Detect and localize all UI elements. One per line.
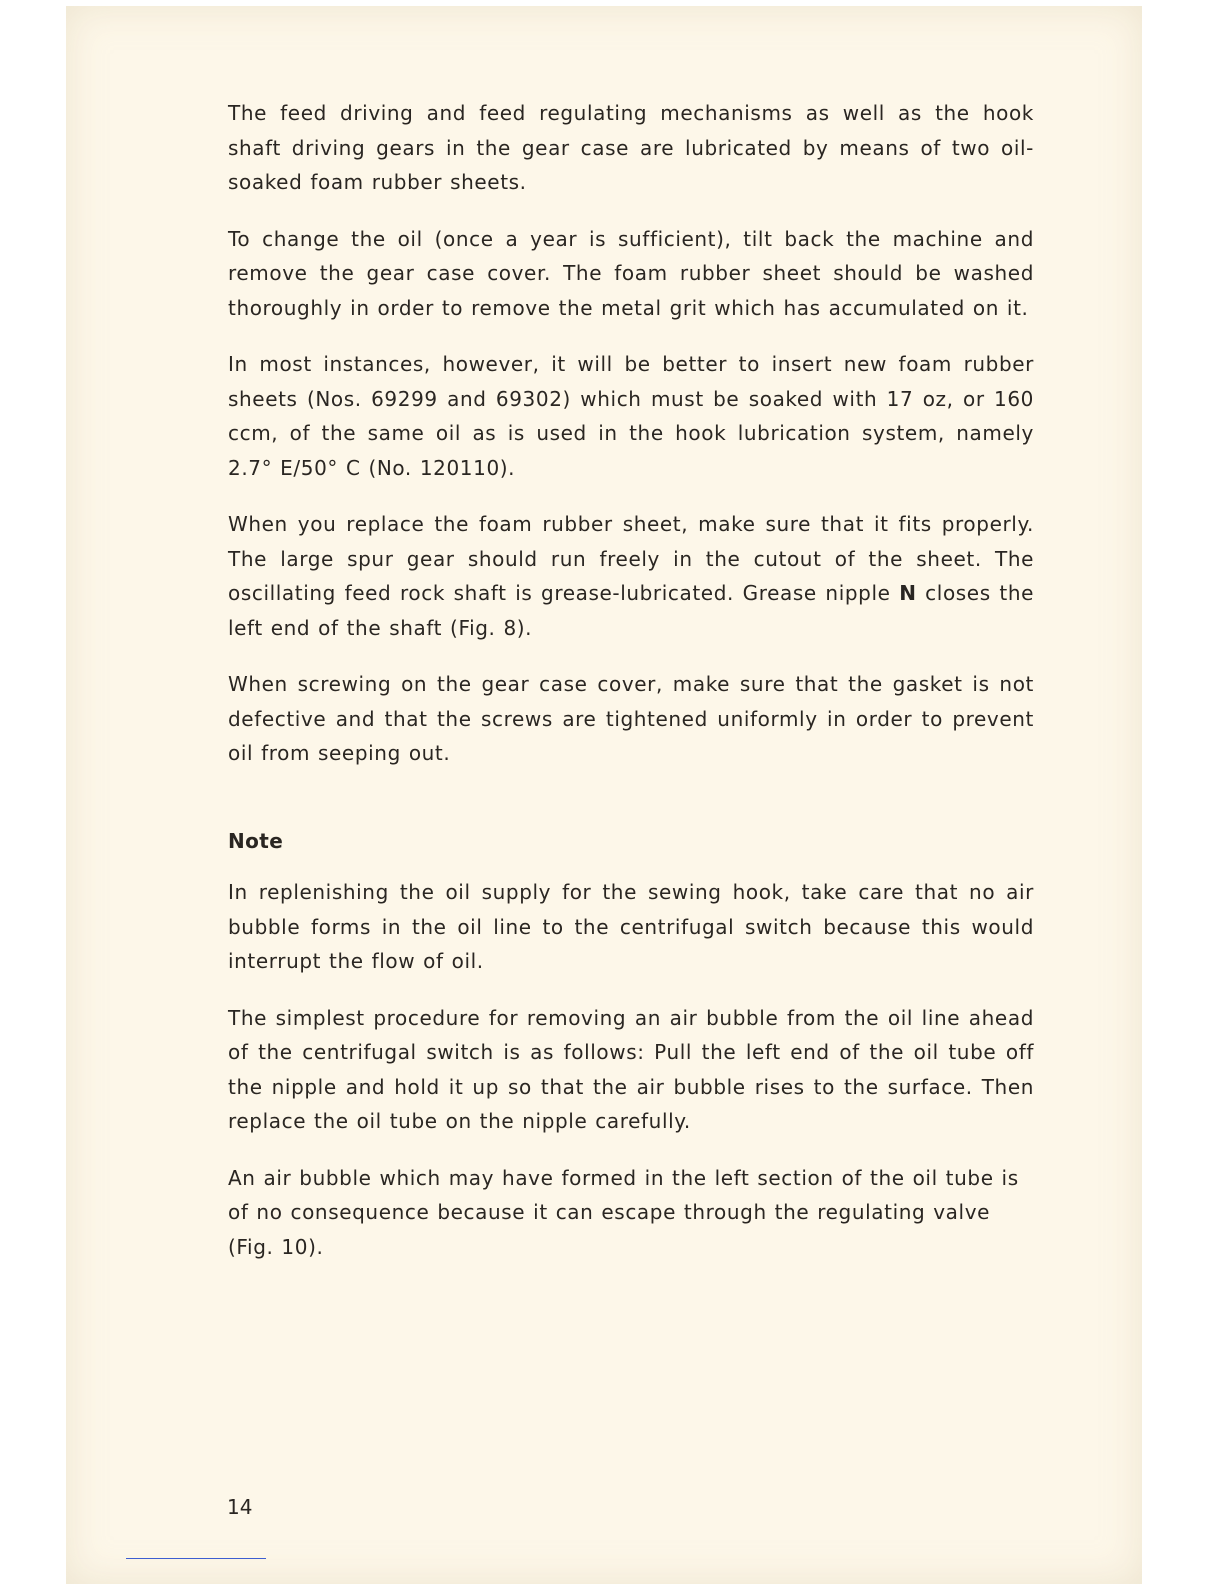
paragraph-lubrication: The feed driving and feed regulating mechanisms as well as the hook shaft driving gears in the gear case are lubricated by means of two oil-soaked foam rubber sheets. xyxy=(228,101,1034,194)
paragraph-replace-sheet-part2: closes the left end of the shaft (Fig. 8). xyxy=(228,581,1034,640)
body-text xyxy=(228,96,1034,1286)
note-heading: Note xyxy=(228,828,284,853)
paragraph-replace-sheet-part1: When you replace the foam rubber sheet, make sure that it fits properly. The large spur gear should run freely in the cutout of the sheet. The oscillating feed rock shaft is grease-lubricated. Grease nipple xyxy=(228,512,1034,605)
note-paragraph-air-bubble: In replenishing the oil supply for the sewing hook, take care that no air bubble forms in the oil line to the centrifugal switch because this would interrupt the flow of oil. xyxy=(228,880,1034,973)
note-paragraph-left-section: An air bubble which may have formed in the left section of the oil tube is of no consequence because it can escape through the regulating valve (Fig. 10). xyxy=(228,1165,1019,1259)
page-number: 14 xyxy=(227,1495,253,1519)
grease-nipple-label: N xyxy=(899,581,917,605)
paragraph-replace-sheet xyxy=(228,507,1034,645)
paragraph-new-sheets: In most instances, however, it will be better to insert new foam rubber sheets (Nos. 69299 and 69302) which must be soaked with 17 oz, or 160 ccm, of the same oil as is used in the hook lubrication system, namely 2.7° E/50° C (No. 120110). xyxy=(228,352,1034,480)
paragraph-gear-case-cover: When screwing on the gear case cover, make sure that the gasket is not defective and that the screws are tightened uniformly in order to prevent oil from seeping out. xyxy=(228,672,1034,765)
paragraph-oil-change: To change the oil (once a year is sufficient), tilt back the machine and remove the gear case cover. The foam rubber sheet should be washed thoroughly in order to remove the metal grit which has accumulated on it. xyxy=(228,226,1034,320)
footnote-rule xyxy=(126,1558,266,1559)
note-paragraph-procedure: The simplest procedure for removing an air bubble from the oil line ahead of the centrifugal switch is as follows: Pull the left end of the oil tube off the nipple and hold it up so that the air bubble rises to the surface. Then replace the oil tube on the nipple carefully. xyxy=(228,1005,1034,1133)
